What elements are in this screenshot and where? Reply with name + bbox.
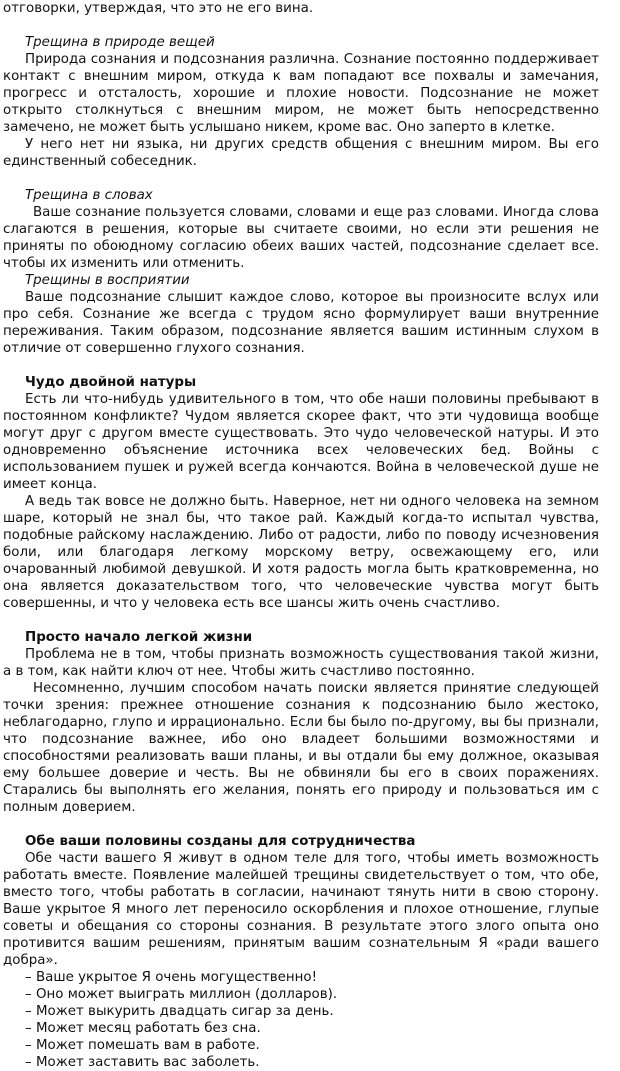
list-item: – Ваше укрытое Я очень могущественно! xyxy=(25,970,317,985)
paragraph: Проблема не в том, чтобы признать возможность существования такой жизни, а в том, как найти ключ от нее. Чтобы жить счастливо постоянно. xyxy=(3,647,599,679)
list-item: – Может месяц работать без сна. xyxy=(25,1021,261,1036)
paragraph: Есть ли что-нибудь удивительного в том, что обе наши половины пребывают в постоянном конфликте? Чудом является скорее факт, что эти чудовища вообще могут друг с другом вместе существовать. Это чудо человеческой натуры. И это одновременно объяснение источника всех человеческих бед. Войны с использованием пушек и ружей всегда кончаются. Война в человеческой душе не имеет конца. xyxy=(3,392,599,492)
section-heading-easy-life: Просто начало легкой жизни xyxy=(25,630,253,645)
section-heading-crack-in-words: Трещина в словах xyxy=(25,188,153,203)
paragraph: Обе части вашего Я живут в одном теле для того, чтобы иметь возможность работать вместе. Появление малейшей трещины свидетельствует о том, что обе, вместо того, чтобы работать в согласии, начинают тянуть нити в свою сторону. Ваше укрытое Я много лет переносило оскорбления и плохое отношение, глупые советы и обещания со стороны сознания. В результате этого злого опыта оно противится вашим решениям, принятым вашим сознательным Я «ради вашего добра». xyxy=(3,851,599,968)
paragraph: У него нет ни языка, ни других средств общения с внешним миром. Вы его единственный собеседник. xyxy=(3,137,599,169)
paragraph: Природа сознания и подсознания различна. Сознание постоянно поддерживает контакт с внешним миром, откуда к вам попадают все похвалы и замечания, прогресс и отсталость, хорошие и плохие новости. Подсознание не может открыто столкнуться с внешним миром, не может быть непосредственно замечено, не может быть услышано никем, кроме вас. Оно заперто в клетке. xyxy=(3,52,599,135)
paragraph: Ваше сознание пользуется словами, словами и еще раз словами. Иногда слова слагаются в решения, которые вы считаете своими, но если эти решения не приняты по обоюдному согласию обеих ваших частей, подсознание сделает все. чтобы их изменить или отменить. xyxy=(3,205,599,271)
list-item: – Может заставить вас заболеть. xyxy=(25,1055,260,1070)
section-heading-miracle: Чудо двойной натуры xyxy=(25,375,197,390)
intro-paragraph: отговорки, утверждая, что это не его вина. xyxy=(3,1,314,16)
section-heading-cracks-in-perception: Трещины в восприятии xyxy=(25,273,190,288)
list-item: – Может выкурить двадцать сигар за день. xyxy=(25,1004,334,1019)
paragraph: Несомненно, лучшим способом начать поиски является принятие следующей точки зрения: прежнее отношение сознания к подсознанию было жестоко, неблагодарно, глупо и иррационально. Если бы было по-другому, вы бы признали, что подсознание важнее, ибо оно владеет большими возможностями и способностями реализовать ваши планы, и вы отдали бы ему должное, оказывая ему большее доверие и честь. Вы не обвиняли бы его в своих поражениях. Старались бы выполнять его желания, понять его природу и пользоваться им с полным доверием. xyxy=(3,681,599,815)
section-heading-cooperation: Обе ваши половины созданы для сотрудничества xyxy=(25,834,416,849)
paragraph: А ведь так вовсе не должно быть. Наверное, нет ни одного человека на земном шаре, который не знал бы, что такое рай. Каждый когда-то испытал чувства, подобные райскому наслаждению. Либо от радости, либо по поводу исчезновения боли, или благодаря легкому морскому ветру, освежающему его, или очарованный любимой девушкой. И хотя радость могла быть кратковременна, но она является доказательством того, что человеческие чувства могут быть совершенны, и что у человека есть все шансы жить очень счастливо. xyxy=(3,494,599,611)
section-heading-crack-in-nature: Трещина в природе вещей xyxy=(25,35,215,50)
list-item: – Может помешать вам в работе. xyxy=(25,1038,260,1053)
paragraph: Ваше подсознание слышит каждое слово, которое вы произносите вслух или про себя. Сознание же всегда с трудом ясно формулирует ваши внутренние переживания. Таким образом, подсознание является вашим истинным слухом в отличие от совершенно глухого сознания. xyxy=(3,290,599,356)
list-item: – Оно может выиграть миллион (долларов). xyxy=(25,987,338,1002)
list xyxy=(3,969,599,1071)
